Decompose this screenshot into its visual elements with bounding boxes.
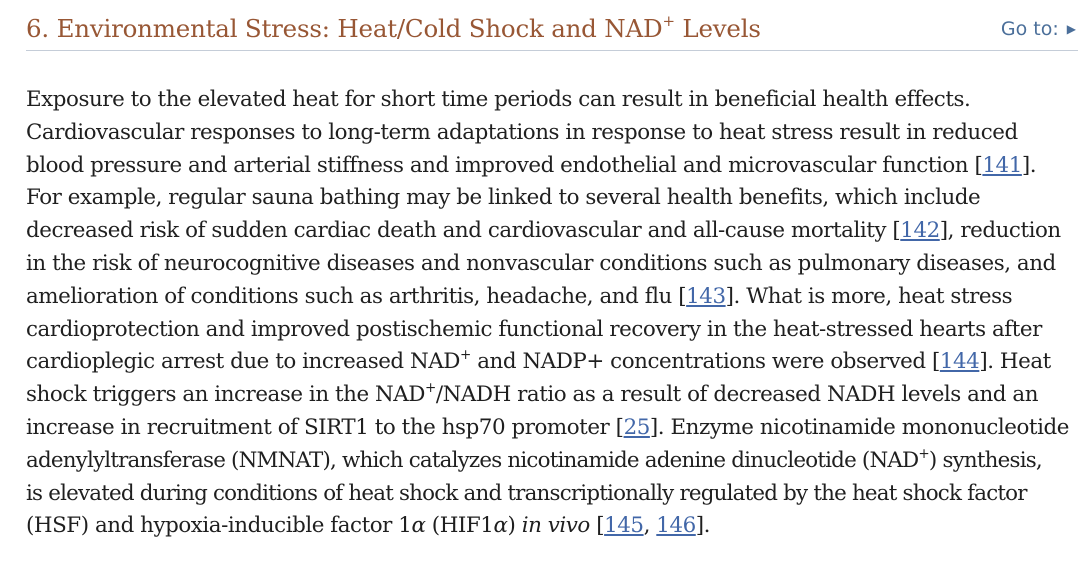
line-text: and NADP+ concentrations were observed [ — [470, 349, 940, 375]
line-text: (HIF1 — [425, 513, 494, 539]
citation-link-145[interactable]: 145 — [604, 513, 644, 539]
paragraph-line — [26, 379, 1080, 412]
section-title-end: Levels — [674, 14, 761, 43]
paragraph-line — [26, 215, 1080, 248]
section-header — [26, 10, 1078, 51]
goto-link[interactable] — [1001, 18, 1076, 40]
line-text: (HSF) and hypoxia-inducible factor 1 — [26, 513, 412, 539]
in-vivo-italic: in vivo — [521, 513, 590, 539]
line-text: blood pressure and arterial stiffness and improved endothelial and microvascular function [ — [26, 152, 983, 178]
line-text: ]. Heat — [979, 349, 1051, 375]
line-text: ) — [507, 513, 522, 539]
superscript-plus: + — [425, 380, 436, 397]
alpha-symbol: α — [493, 513, 508, 539]
section-title — [26, 14, 761, 43]
citation-link-25[interactable]: 25 — [623, 414, 650, 440]
superscript-plus: + — [460, 347, 471, 364]
line-text: ]. Enzyme nicotinamide mononucleotide — [649, 414, 1069, 440]
triangle-right-icon[interactable]: ▶ — [1066, 22, 1076, 36]
paragraph-line: Cardiovascular responses to long-term adaptations in response to heat stress result in reduced — [26, 119, 1018, 145]
citation-link-143[interactable]: 143 — [686, 283, 726, 309]
line-text: increase in recruitment of SIRT1 to the hsp70 promoter [ — [26, 414, 624, 440]
paragraph-line — [26, 150, 1080, 183]
line-text: ], reduction — [939, 218, 1061, 244]
line-text: amelioration of conditions such as arthritis, headache, and flu [ — [26, 283, 687, 309]
line-text: shock triggers an increase in the NAD — [26, 382, 425, 408]
superscript-plus: + — [918, 445, 929, 462]
line-text: ]. What is more, heat stress — [725, 283, 1013, 309]
line-text: [ — [589, 513, 605, 539]
citation-link-141[interactable]: 141 — [982, 152, 1022, 178]
citation-link-142[interactable]: 142 — [900, 218, 940, 244]
citation-link-146[interactable]: 146 — [656, 513, 696, 539]
paragraph-line — [26, 412, 1080, 445]
alpha-symbol: α — [411, 513, 426, 539]
paragraph-line: Exposure to the elevated heat for short time periods can result in beneficial health effects. — [26, 87, 971, 112]
line-text: ) synthesis, — [928, 447, 1042, 473]
paragraph-line: in the risk of neurocognitive diseases and nonvascular conditions such as pulmonary diseases, and — [26, 250, 1056, 276]
line-text: decreased risk of sudden cardiac death and cardiovascular and all-cause mortality [ — [26, 218, 901, 244]
line-text: ]. — [695, 513, 711, 539]
line-text: cardioplegic arrest due to increased NAD — [26, 349, 460, 375]
line-text: adenylyltransferase (NMNAT), which catalyzes nicotinamide adenine dinucleotide (NAD — [26, 447, 919, 473]
paragraph-line: cardioprotection and improved postischemic functional recovery in the heat-stressed hearts after — [26, 316, 1042, 342]
goto-label[interactable]: Go to: — [1000, 18, 1059, 40]
line-text: /NADH ratio as a result of decreased NADH levels and an — [435, 382, 1039, 408]
line-text: , — [643, 513, 657, 539]
paragraph-line — [26, 346, 1080, 379]
citation-link-144[interactable]: 144 — [939, 349, 980, 375]
superscript-plus: + — [662, 12, 675, 30]
paragraph-line — [26, 281, 1080, 314]
paragraph-line — [26, 510, 1080, 543]
paragraph-line: is elevated during conditions of heat shock and transcriptionally regulated by the heat shock factor — [26, 480, 1027, 506]
paragraph-line — [26, 445, 1080, 478]
line-text: ]. — [1021, 152, 1037, 178]
section-title-text: 6. Environmental Stress: Heat/Cold Shock and NAD — [26, 14, 663, 43]
paragraph-line: For example, regular sauna bathing may be linked to several health benefits, which include — [26, 185, 981, 211]
body-paragraph — [26, 84, 1080, 543]
